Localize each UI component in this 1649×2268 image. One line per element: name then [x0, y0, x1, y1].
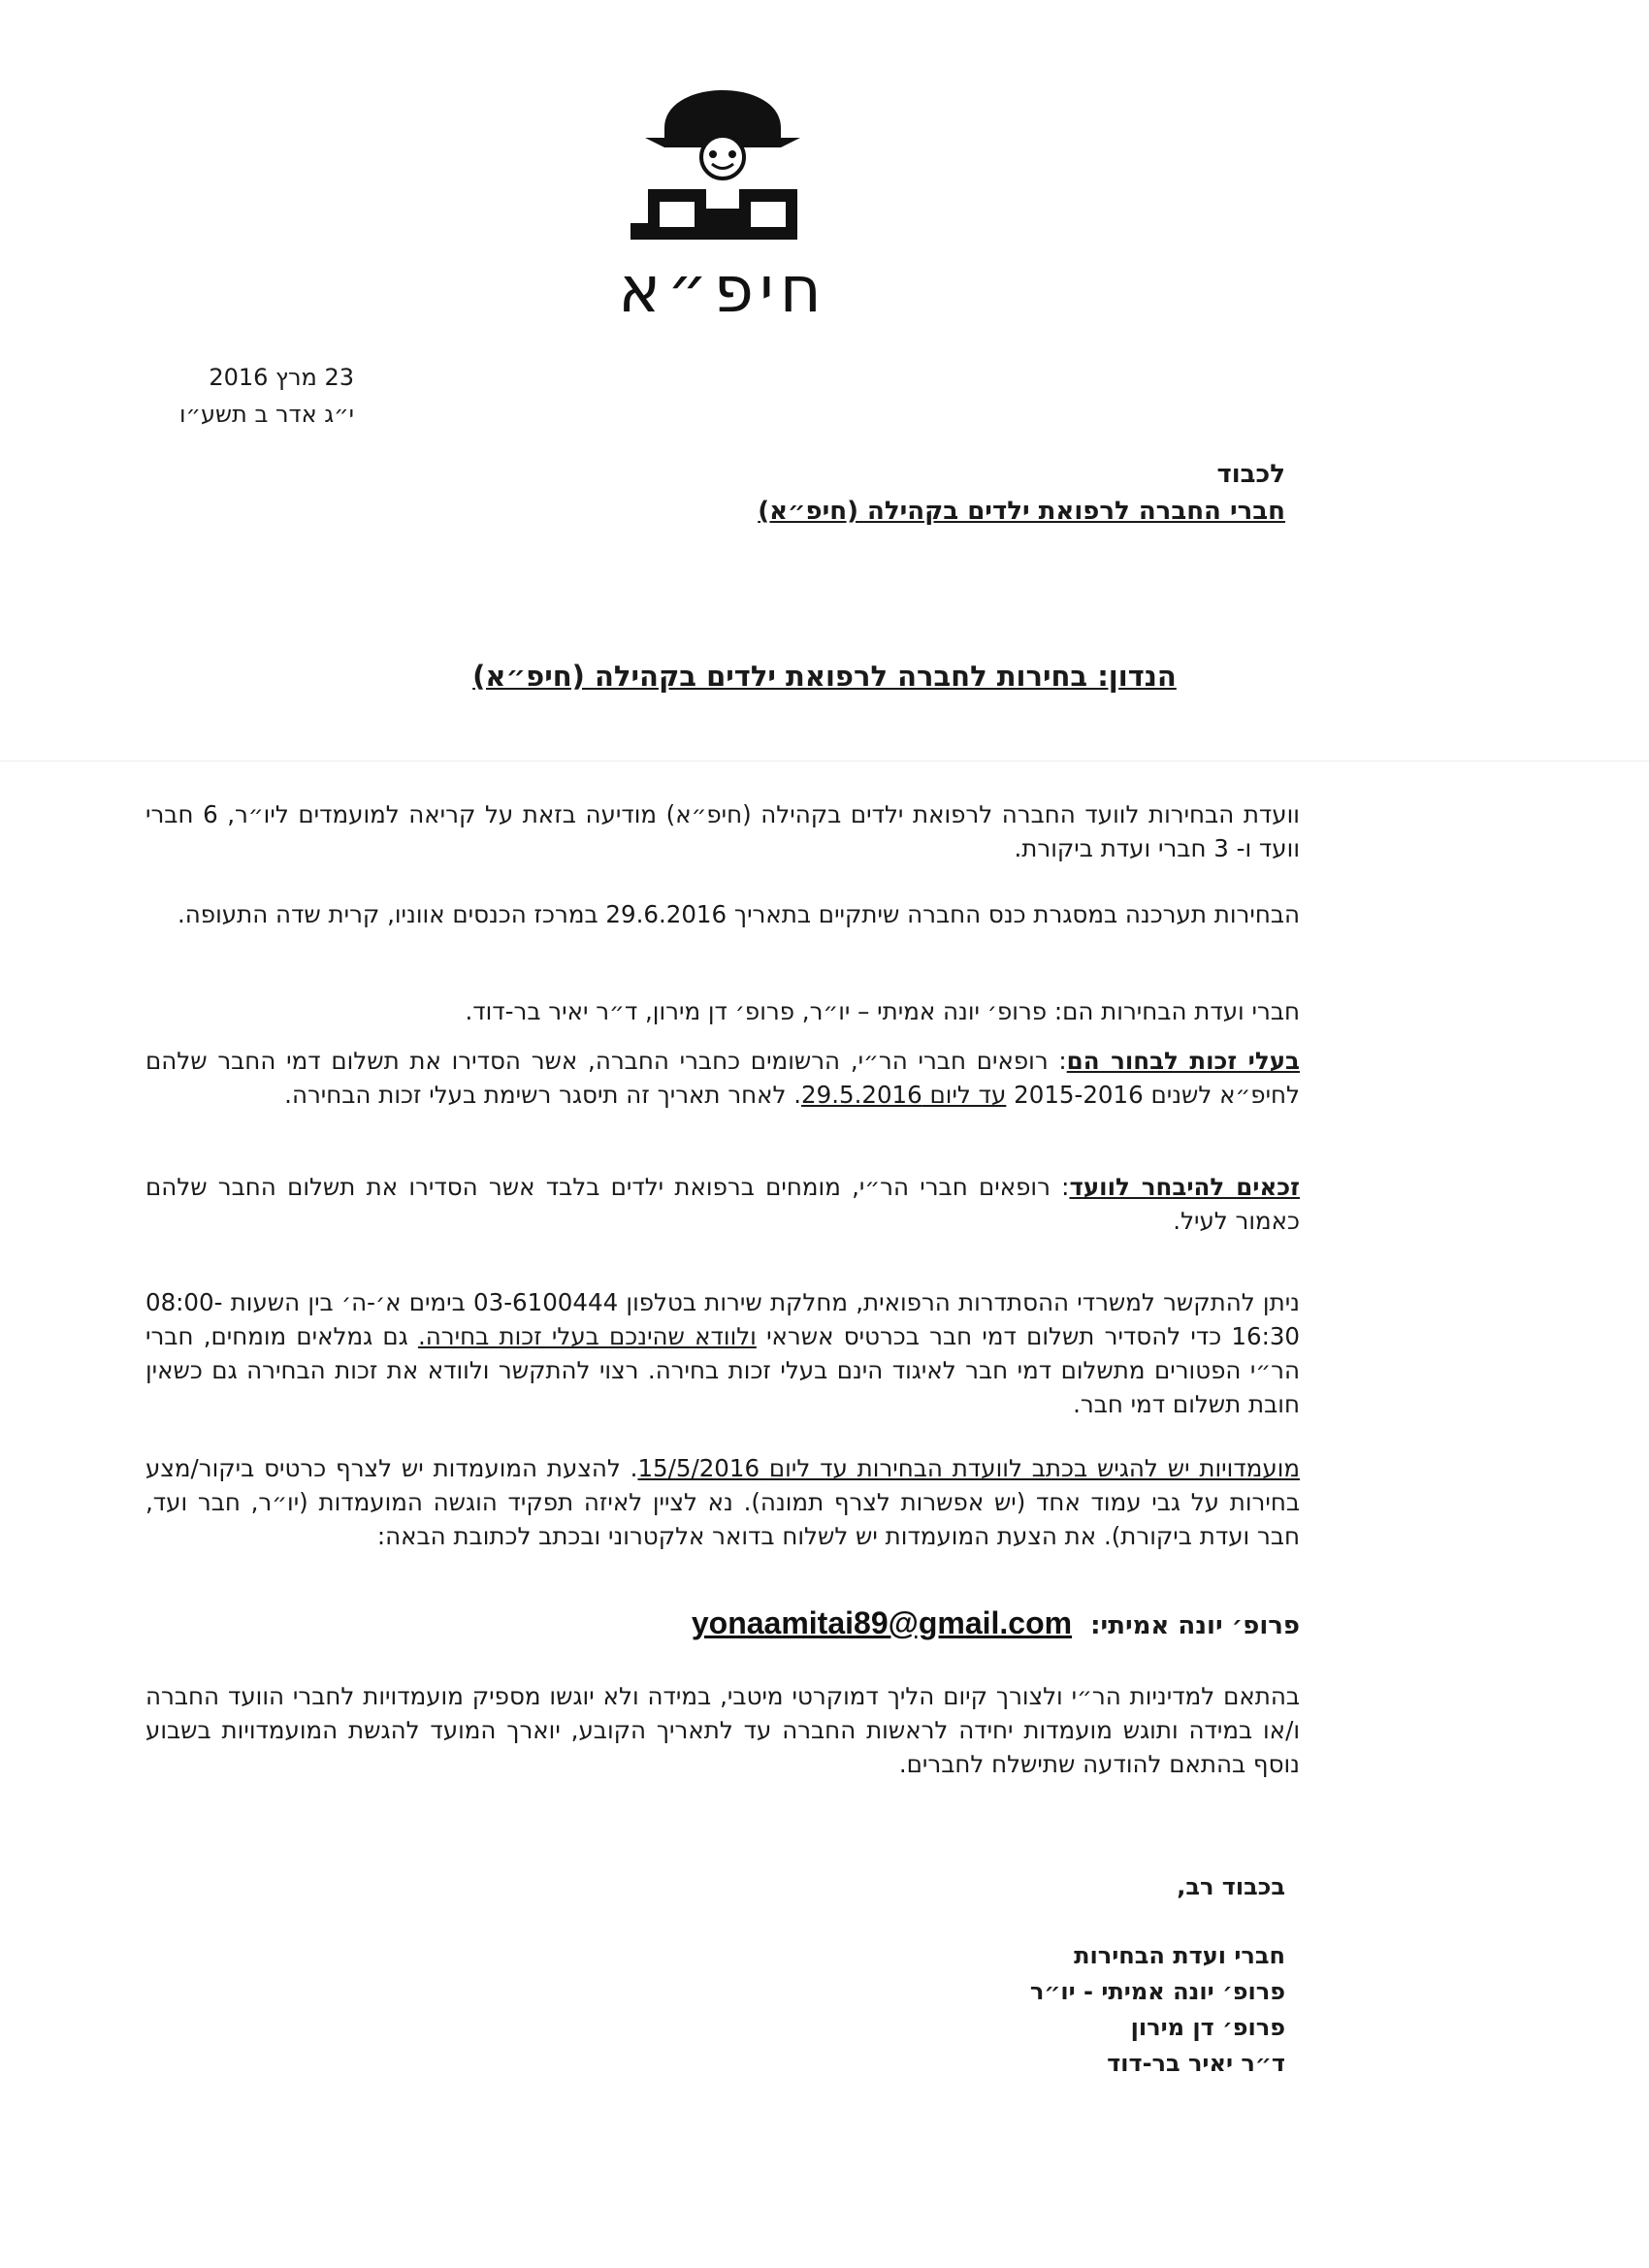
contact-email-line [692, 1605, 1300, 1641]
paragraph-submission-instructions [146, 1451, 1300, 1553]
eligible-voters-label: בעלי זכות לבחור הם [1066, 1047, 1300, 1075]
contact-info-underlined: ולוודא שהינכם בעלי זכות בחירה. [418, 1322, 757, 1350]
gregorian-date: 23 מרץ 2016 [209, 364, 354, 391]
organization-logo [611, 68, 834, 327]
addressee-greeting: לכבוד [1216, 460, 1285, 489]
paragraph-eligible-candidates [146, 1170, 1300, 1238]
closing-salutation: בכבוד רב, [1177, 1873, 1285, 1900]
date-block [179, 359, 354, 433]
signature-block [1030, 1938, 1285, 2082]
eligible-candidates-text: : רופאים חברי הר״י, מומחים ברפואת ילדים בלבד אשר הסדירו את תשלום החבר שלהם כאמור לעיל. [146, 1173, 1300, 1235]
paragraph-extension-policy: בהתאם למדיניות הר״י ולצורך קיום הליך דמוקרטי מיטבי, במידה ולא יוגשו מספיק מועמדויות לחברי הוועד החברה ו/או במידה ותוגש מועמדות יחידה לראשות החברה עד לתאריך הקובע, יוארך המועד להגשת המועמדויות בשבוע נוסף בהתאם להודעה שתישלח לחברים. [146, 1682, 1300, 1778]
organization-name: חיפ״א [618, 252, 827, 327]
contact-email-link[interactable]: yonaamitai89@gmail.com [691, 1605, 1073, 1640]
signature-line: ד״ר יאיר בר-דוד [1107, 2050, 1285, 2077]
paragraph-committee-members: חברי ועדת הבחירות הם: פרופ׳ יונה אמיתי – יו״ר, פרופ׳ דן מירון, ד״ר יאיר בר-דוד. [465, 997, 1300, 1025]
eligible-voters-deadline: עד ליום 29.5.2016 [801, 1081, 1007, 1109]
signature-line: פרופ׳ דן מירון [1130, 2014, 1285, 2041]
eligible-voters-text: : רופאים חברי הר״י, הרשומים כחברי החברה, אשר הסדירו את תשלום דמי החבר שלהם לחיפ״א לשנים 2015-2016 [146, 1047, 1300, 1109]
paragraph-call-for-candidates: וועדת הבחירות לוועד החברה לרפואת ילדים בקהילה (חיפ״א) מודיעה בזאת על קריאה למועמדים ליו״ר, 6 חברי וועד ו- 3 חברי ועדת ביקורת. [146, 800, 1300, 862]
contact-info-text-end: גם גמלאים מומחים, חברי הר״י הפטורים מתשלום דמי חבר לאיגוד הינם בעלי זכות בחירה. רצוי להתקשר ולוודא את זכות הבחירה גם כשאין חובת תשלום דמי חבר. [146, 1322, 1300, 1418]
addressee-block [758, 456, 1285, 530]
paragraph-contact-info [146, 1285, 1300, 1421]
submission-deadline: מועמדויות יש להגיש בכתב לוועדת הבחירות עד ליום 15/5/2016 [637, 1454, 1301, 1482]
paragraph-election-venue: הבחירות תערכנה במסגרת כנס החברה שיתקיים בתאריך 29.6.2016 במרכז הכנסים אווניו, קרית שדה התעופה. [177, 900, 1300, 928]
contact-info-text: ניתן להתקשר למשרדי ההסתדרות הרפואית, מחלקת שירות בטלפון 03-6100444 בימים א׳-ה׳ בין השעות 08:00-16:30 כדי להסדיר תשלום דמי חבר בכרטיס אשראי [146, 1288, 1300, 1350]
contact-name: פרופ׳ יונה אמיתי: [1090, 1611, 1300, 1640]
eligible-voters-text-end: . לאחר תאריך זה תיסגר רשימת בעלי זכות הבחירה. [284, 1081, 802, 1109]
eligible-candidates-label: זכאים להיבחר לוועד [1069, 1173, 1300, 1201]
paragraph-eligible-voters [146, 1044, 1300, 1112]
addressee-recipients: חברי החברה לרפואת ילדים בקהילה (חיפ״א) [758, 497, 1285, 526]
signature-line: פרופ׳ יונה אמיתי - יו״ר [1029, 1978, 1285, 2005]
hebrew-date: י״ג אדר ב תשע״ו [179, 401, 354, 428]
submission-text: . להצעת המועמדות יש לצרף כרטיס ביקור/מצע בחירות על גבי עמוד אחד (יש אפשרות לצרף תמונה). נא לציין לאיזה תפקיד הוגשה המועמדות (יו״ר, חבר ועד, חבר ועדת ביקורת). את הצעת המועמדות יש לשלוח בדואר אלקטרוני ובכתב לכתובת הבאה: [146, 1454, 1300, 1550]
signature-line: חברי ועדת הבחירות [1074, 1942, 1285, 1969]
subject-line: הנדון: בחירות לחברה לרפואת ילדים בקהילה (חיפ״א) [472, 660, 1177, 693]
